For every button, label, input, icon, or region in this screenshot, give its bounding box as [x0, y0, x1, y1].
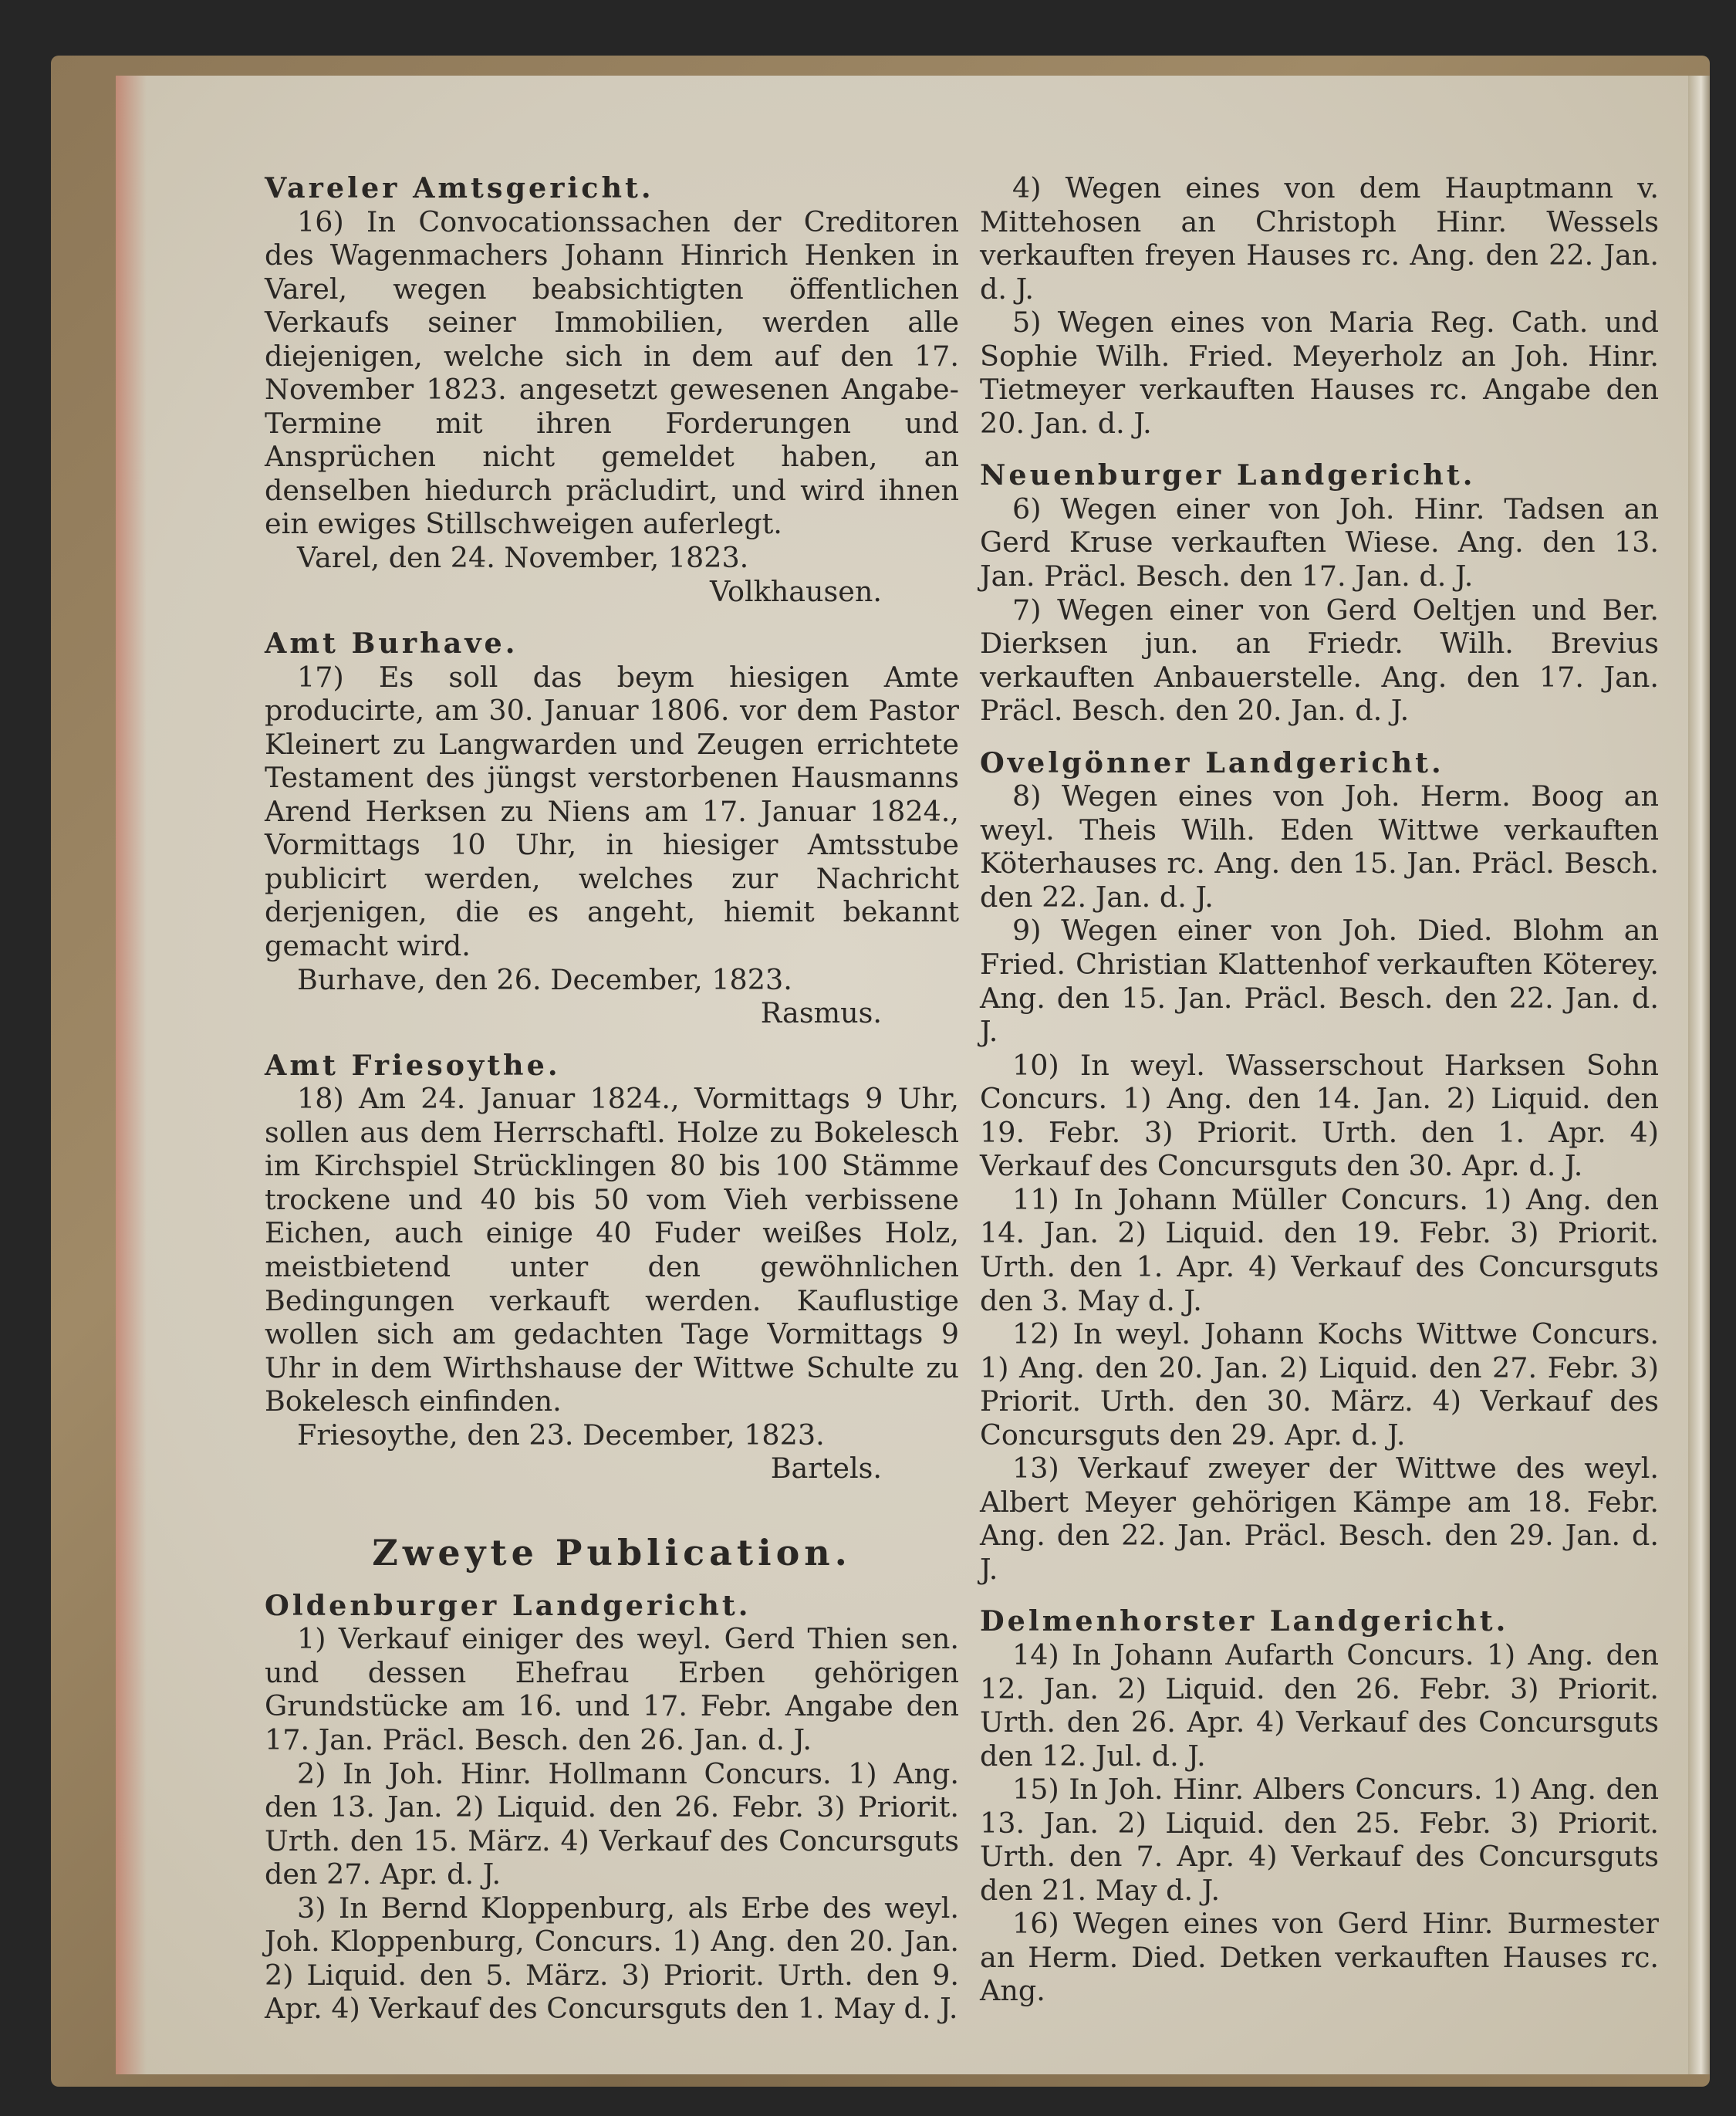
dateline-varel: Varel, den 24. November, 1823.	[297, 541, 749, 575]
notice-7: 7) Wegen einer von Gerd Oeltjen und Ber. Dierksen jun. an Friedr. Wilh. Brevius verkauften Anbauerstelle. Ang. den 17. Jan. Präcl. Besch. den 20. Jan. d. J.	[980, 593, 1659, 728]
notice-10: 10) In weyl. Wasserschout Harksen Sohn Concurs. 1) Ang. den 14. Jan. 2) Liquid. den 19. Febr. 3) Priorit. Urth. den 1. Apr. 4) Verkauf des Concursguts den 30. Apr. d. J.	[980, 1048, 1659, 1183]
notice-4: 4) Wegen eines von dem Hauptmann v. Mittehosen an Christoph Hinr. Wessels verkauften freyen Hauses rc. Ang. den 22. Jan. d. J.	[980, 171, 1659, 306]
right-column	[980, 171, 1659, 2008]
page-gutter-edge	[116, 76, 147, 2074]
notice-5: 5) Wegen eines von Maria Reg. Cath. und Sophie Wilh. Fried. Meyerholz an Joh. Hinr. Tietmeyer verkauften Hauses rc. Angabe den 20. Jan. d. J.	[980, 306, 1659, 440]
notice-13: 13) Verkauf zweyer der Wittwe des weyl. Albert Meyer gehörigen Kämpe am 18. Febr. Ang. den 22. Jan. Präcl. Besch. den 29. Jan. d. J.	[980, 1452, 1659, 1586]
section-heading-delmenhorst: Delmenhorster Landgericht.	[980, 1604, 1509, 1638]
section-heading-burhave: Amt Burhave.	[265, 627, 518, 661]
dateline-burhave: Burhave, den 26. December, 1823.	[297, 962, 792, 996]
notice-8: 8) Wegen eines von Joh. Herm. Boog an weyl. Theis Wilh. Eden Wittwe verkauften Köterhauses rc. Ang. den 15. Jan. Präcl. Besch. den 22. Jan. d. J.	[980, 779, 1659, 914]
notice-16: 16) In Convocationssachen der Creditoren des Wagenmachers Johann Hinrich Henken in Varel, wegen beabsichtigten öffentlichen Verkaufs seiner Immobilien, werden alle diejenigen, welche sich in dem auf den 17. November 1823. angesetzt gewesenen Angabe-Termine mit ihren Forderungen und Ansprüchen nicht gemeldet haben, an denselben hiedurch präcludirt, und wird ihnen ein ewiges Stillschweigen auferlegt.	[265, 205, 959, 541]
notice-16-right: 16) Wegen eines von Gerd Hinr. Burmester an Herm. Died. Detken verkauften Hauses rc. Ang.	[980, 1907, 1659, 2008]
notice-11: 11) In Johann Müller Concurs. 1) Ang. den 14. Jan. 2) Liquid. den 19. Febr. 3) Priorit. Urth. den 1. Apr. 4) Verkauf des Concursguts den 3. May d. J.	[980, 1182, 1659, 1317]
notice-6: 6) Wegen einer von Joh. Hinr. Tadsen an Gerd Kruse verkauften Wiese. Ang. den 13. Jan. Präcl. Besch. den 17. Jan. d. J.	[980, 492, 1659, 593]
page-fore-edge	[1688, 76, 1710, 2074]
section-heading-varel: Vareler Amtsgericht.	[265, 171, 654, 205]
signature-varel: Volkhausen.	[710, 574, 882, 608]
section-heading-ovelgoenne: Ovelgönner Landgericht.	[980, 745, 1444, 779]
section-heading-neuenburg: Neuenburger Landgericht.	[980, 458, 1476, 492]
notice-15: 15) In Joh. Hinr. Albers Concurs. 1) Ang. den 13. Jan. 2) Liquid. den 25. Febr. 3) Priorit. Urth. den 7. Apr. 4) Verkauf des Concursguts den 21. May d. J.	[980, 1773, 1659, 1907]
publication-heading: Zweyte Publication.	[372, 1531, 852, 1573]
notice-18: 18) Am 24. Januar 1824., Vormittags 9 Uhr, sollen aus dem Herrschaftl. Holze zu Bokelesch im Kirchspiel Strücklingen 80 bis 100 Stämme trockene und 40 bis 50 vom Vieh verbissene Eichen, auch einige 40 Fuder weißes Holz, meistbietend unter den gewöhnlichen Bedingungen verkauft werden. Kauflustige wollen sich am gedachten Tage Vormittags 9 Uhr in dem Wirthshause der Wittwe Schulte zu Bokelesch einfinden.	[265, 1082, 959, 1418]
notice-9: 9) Wegen einer von Joh. Died. Blohm an Fried. Christian Klattenhof verkauften Köterey. Ang. den 15. Jan. Präcl. Besch. den 22. Jan. d. J.	[980, 914, 1659, 1049]
notice-17: 17) Es soll das beym hiesigen Amte producirte, am 30. Januar 1806. vor dem Pastor Kleinert zu Langwarden und Zeugen errichtete Testament des jüngst verstorbenen Hausmanns Arend Herksen zu Niens am 17. Januar 1824., Vormittags 10 Uhr, in hiesiger Amtsstube publicirt werden, welches zur Nachricht derjenigen, die es angeht, hiemit bekannt gemacht wird.	[265, 660, 959, 963]
notice-12: 12) In weyl. Johann Kochs Wittwe Concurs. 1) Ang. den 20. Jan. 2) Liquid. den 27. Febr. 3) Priorit. Urth. den 30. März. 4) Verkauf des Concursguts den 29. Apr. d. J.	[980, 1317, 1659, 1452]
notice-14: 14) In Johann Aufarth Concurs. 1) Ang. den 12. Jan. 2) Liquid. den 26. Febr. 3) Priorit. Urth. den 26. Apr. 4) Verkauf des Concursguts den 12. Jul. d. J.	[980, 1638, 1659, 1773]
notice-1: 1) Verkauf einiger des weyl. Gerd Thien sen. und dessen Ehefrau Erben gehörigen Grundstücke am 16. und 17. Febr. Angabe den 17. Jan. Präcl. Besch. den 26. Jan. d. J.	[265, 1622, 959, 1756]
left-column	[265, 171, 959, 2026]
signature-friesoythe: Bartels.	[770, 1452, 882, 1486]
signature-burhave: Rasmus.	[760, 996, 882, 1030]
section-heading-oldenburg: Oldenburger Landgericht.	[265, 1588, 751, 1622]
notice-2: 2) In Joh. Hinr. Hollmann Concurs. 1) Ang. den 13. Jan. 2) Liquid. den 26. Febr. 3) Priorit. Urth. den 15. März. 4) Verkauf des Concursguts den 27. Apr. d. J.	[265, 1756, 959, 1891]
dateline-friesoythe: Friesoythe, den 23. December, 1823.	[297, 1418, 825, 1452]
section-heading-friesoythe: Amt Friesoythe.	[265, 1048, 561, 1082]
notice-3: 3) In Bernd Kloppenburg, als Erbe des weyl. Joh. Kloppenburg, Concurs. 1) Ang. den 20. Jan. 2) Liquid. den 5. März. 3) Priorit. Urth. den 9. Apr. 4) Verkauf des Concursguts den 1. May d. J.	[265, 1891, 959, 2026]
